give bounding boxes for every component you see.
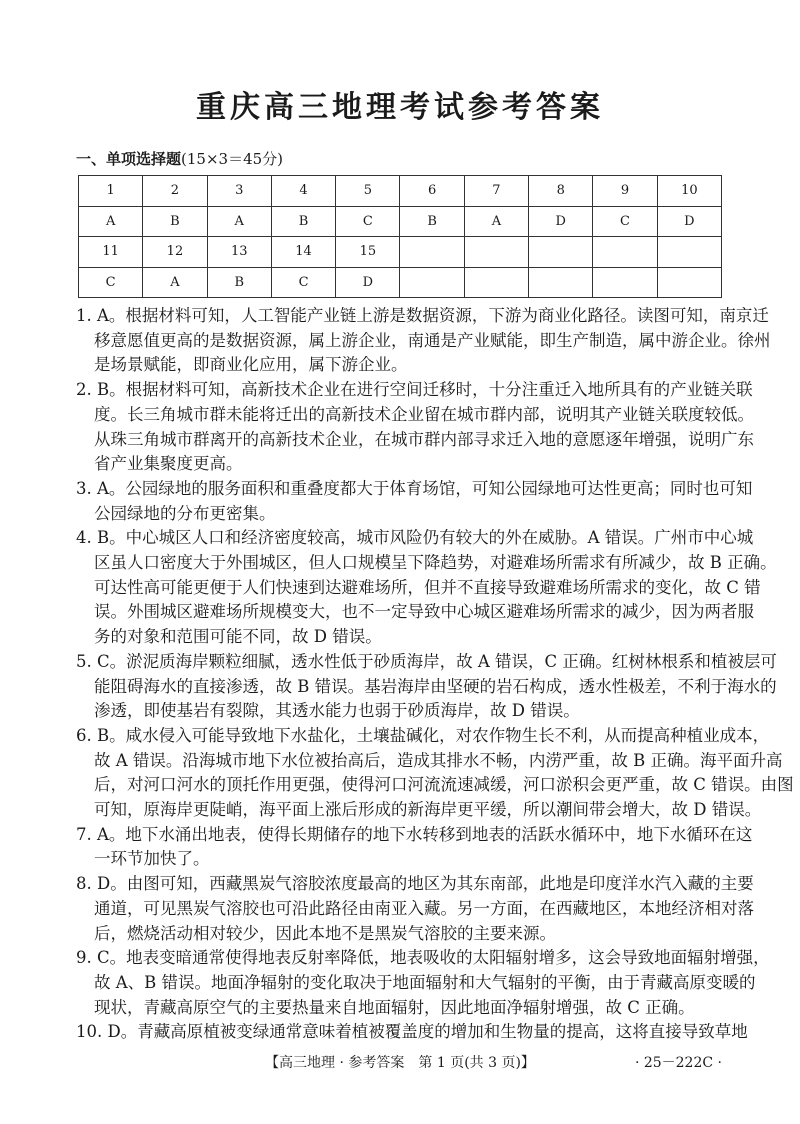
answer-line: 可知，原海岸更陡峭，海平面上涨后形成的新海岸更平缓，所以潮间带会增大，故 D 错误。 xyxy=(94,800,762,820)
question-number-cell: 2 xyxy=(143,176,207,207)
answer-line: 故 A 错误。沿海城市地下水位被抬高后，造成其排水不畅，内涝严重，故 B 正确。海平面升高 xyxy=(94,750,783,770)
answer-cell: A xyxy=(207,206,271,237)
answer-cell: A xyxy=(79,206,143,237)
answer-line: 移意愿值更高的是数据资源，属上游企业，南通是产业赋能，即生产制造，属中游企业。徐州 xyxy=(94,330,771,350)
answer-cell: B xyxy=(207,267,271,298)
answer-line: 是场景赋能，即商业化应用，属下游企业。 xyxy=(94,355,408,375)
answer-line: 可达性高可能更便于人们快速到达避难场所，但并不直接导致避难场所需求的变化，故 C 错 xyxy=(94,577,761,597)
answer-item xyxy=(76,304,771,378)
section-score: (15×3＝45分) xyxy=(181,150,284,168)
answer-line: 5. C。淤泥质海岸颗粒细腻，透水性低于砂质海岸，故 A 错误，C 正确。红树林根系和植被层可 xyxy=(76,651,777,671)
answer-row xyxy=(79,206,722,237)
answer-cell xyxy=(400,267,464,298)
answer-line: 省产业集聚度更高。 xyxy=(94,454,243,474)
question-number-cell xyxy=(529,237,593,268)
answer-explanations xyxy=(76,304,794,1045)
answer-line: 一环节加快了。 xyxy=(94,849,210,869)
answer-cell: B xyxy=(271,206,335,237)
answer-cell: C xyxy=(336,206,400,237)
section-label: 一、单项选择题 xyxy=(76,150,182,168)
answer-line: 8. D。由图可知，西藏黑炭气溶胶浓度最高的地区为其东南部，此地是印度洋水汽入藏的主要 xyxy=(76,874,754,894)
answer-item xyxy=(76,823,753,872)
answer-row xyxy=(79,267,722,298)
answer-line: 2. B。根据材料可知，高新技术企业在进行空间迁移时，十分注重迁入地所具有的产业链关联 xyxy=(76,380,753,400)
answer-item xyxy=(76,946,770,1020)
question-number-cell xyxy=(400,237,464,268)
answer-item xyxy=(76,724,794,823)
question-number-cell: 15 xyxy=(336,237,400,268)
answer-item xyxy=(76,872,754,946)
answer-line: 3. A。公园绿地的服务面积和重叠度都大于体育场馆，可知公园绿地可达性更高；同时也可知 xyxy=(76,478,753,498)
answer-line: 能阻碍海水的直接渗透，故 B 错误。基岩海岸由坚硬的岩石构成，透水性极差，不利于海水的 xyxy=(94,676,777,696)
answer-line: 公园绿地的分布更密集。 xyxy=(94,503,276,523)
answer-line: 4. B。中心城区人口和经济密度较高，城市风险仍有较大的外在威胁。A 错误。广州市中心城 xyxy=(76,528,754,548)
answer-item xyxy=(76,378,754,477)
question-number-cell: 3 xyxy=(207,176,271,207)
page-title: 重庆高三地理考试参考答案 xyxy=(196,90,604,125)
answer-cell xyxy=(464,267,528,298)
answer-cell: B xyxy=(400,206,464,237)
answer-line: 7. A。地下水涌出地表，使得长期储存的地下水转移到地表的活跃水循环中，地下水循环在这 xyxy=(76,824,753,844)
answer-line: 区虽人口密度大于外围城区，但人口规模呈下降趋势，对避难场所需求有所减少，故 B 正确。 xyxy=(94,553,777,573)
question-number-cell: 8 xyxy=(529,176,593,207)
question-number-cell: 10 xyxy=(657,176,721,207)
answer-line: 误。外围城区避难场所规模变大，也不一定导致中心城区避难场所需求的减少，因为两者服 xyxy=(94,602,754,622)
answer-line: 1. A。根据材料可知，人工智能产业链上游是数据资源，下游为商业化路径。读图可知，南京迁 xyxy=(76,306,769,325)
answer-line: 度。长三角城市群未能将迁出的高新技术企业留在城市群内部，说明其产业链关联度较低。 xyxy=(94,404,754,424)
question-number-cell: 12 xyxy=(143,237,207,268)
answer-cell: A xyxy=(464,206,528,237)
question-number-row xyxy=(79,176,722,207)
answer-line: 故 A、B 错误。地面净辐射的变化取决于地面辐射和大气辐射的平衡，由于青藏高原变暖的 xyxy=(94,972,756,992)
answer-item xyxy=(76,526,777,650)
answer-line: 10. D。青藏高原植被变绿通常意味着植被覆盖度的增加和生物量的提高，这将直接导致草地 xyxy=(76,1022,748,1042)
answer-cell xyxy=(593,267,657,298)
answer-cell: D xyxy=(336,267,400,298)
answer-cell: C xyxy=(271,267,335,298)
answer-line: 后，燃烧活动相对较少，因此本地不是黑炭气溶胶的主要来源。 xyxy=(94,923,556,943)
question-number-cell xyxy=(657,237,721,268)
answer-cell: C xyxy=(593,206,657,237)
answer-item xyxy=(76,650,777,724)
answer-item xyxy=(76,1020,748,1045)
question-number-cell: 7 xyxy=(464,176,528,207)
page-footer: 【高三地理 · 参考答案 第 1 页(共 3 页)】 xyxy=(265,1055,535,1071)
answer-cell: D xyxy=(657,206,721,237)
document-code: · 25－222C · xyxy=(634,1055,722,1071)
answer-cell: C xyxy=(79,267,143,298)
question-number-cell: 9 xyxy=(593,176,657,207)
answer-line: 后，对河口河水的顶托作用更强，使得河口河流流速减缓，河口淤积会更严重，故 C 错误。由图 xyxy=(94,775,794,795)
answer-cell: B xyxy=(143,206,207,237)
question-number-cell: 11 xyxy=(79,237,143,268)
question-number-cell: 14 xyxy=(271,237,335,268)
answer-item xyxy=(76,477,753,526)
question-number-cell xyxy=(593,237,657,268)
answer-line: 现状，青藏高原空气的主要热量来自地面辐射，因此地面净辐射增强，故 C 正确。 xyxy=(94,997,695,1017)
question-number-row xyxy=(79,237,722,268)
answer-line: 9. C。地表变暗通常使得地表反射率降低，地表吸收的太阳辐射增多，这会导致地面辐射增强， xyxy=(76,948,770,968)
answer-cell xyxy=(529,267,593,298)
question-number-cell: 13 xyxy=(207,237,271,268)
answer-line: 通道，可见黑炭气溶胶也可沿此路径由南亚入藏。另一方面，在西藏地区，本地经济相对落 xyxy=(94,898,754,918)
answer-line: 6. B。咸水侵入可能导致地下水盐化，土壤盐碱化，对农作物生长不利，从而提高种植业成本， xyxy=(76,725,770,745)
question-number-cell: 5 xyxy=(336,176,400,207)
question-number-cell: 4 xyxy=(271,176,335,207)
answer-table xyxy=(78,175,722,298)
answer-line: 务的对象和范围可能不同，故 D 错误。 xyxy=(94,627,382,647)
section-heading xyxy=(76,148,283,169)
answer-cell xyxy=(657,267,721,298)
answer-line: 从珠三角城市群离开的高新技术企业，在城市群内部寻求迁入地的意愿逐年增强，说明广东 xyxy=(94,429,754,449)
question-number-cell: 6 xyxy=(400,176,464,207)
answer-cell: D xyxy=(529,206,593,237)
question-number-cell: 1 xyxy=(79,176,143,207)
answer-line: 渗透，即使基岩有裂隙，其透水能力也弱于砂质海岸，故 D 错误。 xyxy=(94,701,580,721)
question-number-cell xyxy=(464,237,528,268)
answer-cell: A xyxy=(143,267,207,298)
